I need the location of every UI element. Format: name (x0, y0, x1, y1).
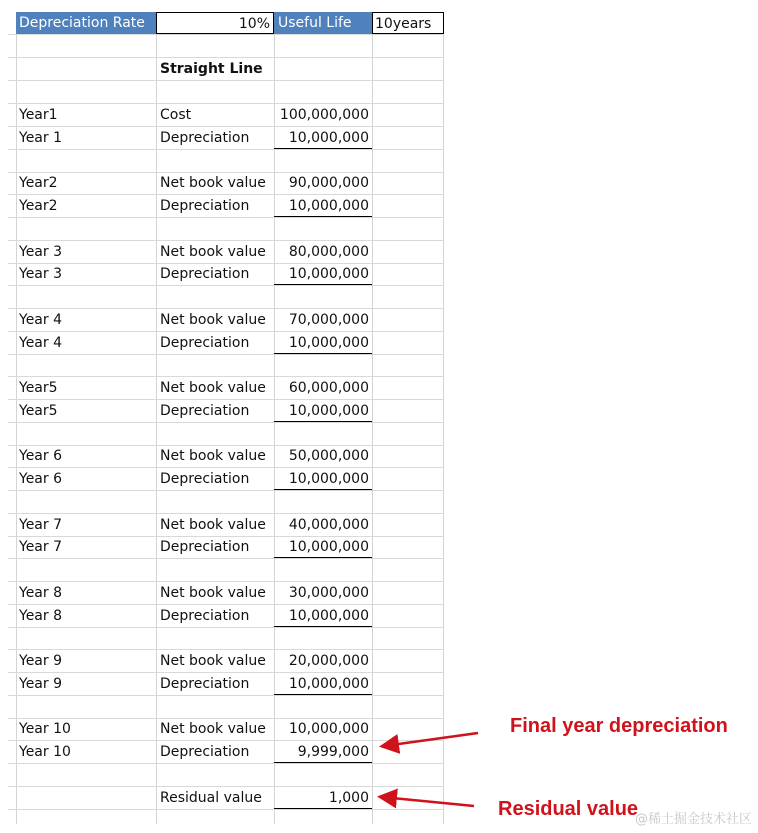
year-cell[interactable]: Year 10 (19, 721, 71, 738)
year-cell[interactable]: Year1 (19, 107, 58, 123)
empty-cell[interactable] (372, 491, 444, 513)
year-cell[interactable]: Year 8 (19, 607, 62, 624)
amount-cell[interactable]: 50,000,000 (288, 448, 369, 465)
depreciation-rate-value[interactable]: 10% (156, 12, 274, 34)
table-row (8, 650, 444, 673)
amount-cell[interactable] (274, 491, 372, 513)
empty-cell[interactable] (372, 468, 444, 490)
table-row (8, 514, 444, 537)
empty-cell[interactable] (372, 354, 444, 376)
label-cell[interactable]: Depreciation (160, 266, 250, 283)
year-cell[interactable]: Year 4 (19, 311, 62, 328)
table-row (8, 741, 444, 764)
year-cell[interactable] (16, 491, 162, 513)
label-cell[interactable]: Net book value (160, 448, 266, 465)
amount-cell[interactable]: 10,000,000 (274, 263, 372, 285)
amount-cell[interactable] (274, 286, 372, 308)
blank-row (8, 35, 444, 58)
year-cell[interactable] (16, 218, 162, 240)
year-cell[interactable]: Year 7 (19, 516, 62, 533)
year-cell[interactable] (16, 787, 162, 809)
label-cell[interactable] (156, 423, 274, 445)
table-row (8, 536, 444, 559)
year-cell[interactable]: Year 9 (19, 653, 62, 669)
table-row (8, 172, 444, 195)
year-cell[interactable] (16, 354, 162, 376)
empty-cell[interactable] (372, 650, 444, 672)
year-cell[interactable]: Year 3 (19, 243, 62, 260)
year-cell[interactable] (16, 423, 162, 445)
amount-cell[interactable]: 30,000,000 (288, 584, 369, 601)
label-cell[interactable]: Net book value (160, 516, 266, 533)
empty-cell[interactable] (372, 150, 444, 172)
amount-cell[interactable]: 10,000,000 (274, 195, 372, 217)
table-row (8, 377, 444, 400)
blank-row (8, 354, 444, 377)
useful-life-value[interactable]: 10years (372, 12, 444, 34)
label-cell[interactable]: Net book value (160, 175, 266, 192)
empty-cell[interactable] (372, 263, 444, 285)
empty-cell[interactable] (372, 218, 444, 240)
section-title[interactable]: Straight Line (160, 61, 263, 77)
label-cell[interactable] (156, 491, 274, 513)
label-cell[interactable]: Net book value (160, 584, 266, 601)
label-cell[interactable] (156, 764, 274, 786)
year-cell[interactable]: Year5 (19, 380, 58, 396)
table-row (8, 104, 444, 127)
empty-cell[interactable] (372, 172, 444, 194)
blank-row (8, 559, 444, 582)
amount-cell[interactable]: 10,000,000 (274, 332, 372, 354)
year-cell[interactable]: Year 6 (19, 471, 62, 487)
label-cell[interactable] (156, 696, 274, 718)
amount-cell[interactable] (274, 559, 372, 581)
year-cell[interactable]: Year 1 (19, 129, 62, 146)
year-cell[interactable]: Year 8 (19, 584, 62, 601)
amount-cell[interactable] (274, 354, 372, 376)
year-cell[interactable]: Year2 (19, 198, 58, 214)
blank-row (8, 81, 444, 104)
table-row (8, 468, 444, 491)
label-cell[interactable]: Depreciation (160, 675, 250, 692)
year-cell[interactable] (16, 559, 162, 581)
residual-value-note: Residual value (498, 798, 639, 820)
year-cell[interactable]: Year 6 (19, 448, 62, 465)
table-row (8, 241, 444, 264)
year-cell[interactable] (16, 764, 162, 786)
label-cell[interactable]: Depreciation (160, 334, 250, 351)
label-cell[interactable]: Net book value (160, 721, 266, 738)
table-row (8, 582, 444, 605)
amount-cell[interactable]: 10,000,000 (274, 400, 372, 422)
label-cell[interactable] (156, 354, 274, 376)
amount-cell[interactable]: 20,000,000 (288, 653, 369, 669)
year-cell[interactable]: Year 4 (19, 334, 62, 351)
table-row (8, 787, 444, 810)
amount-cell[interactable] (274, 627, 372, 649)
year-cell[interactable]: Year 9 (19, 675, 62, 692)
amount-cell[interactable]: 1,000 (274, 787, 372, 809)
final-year-depreciation-note: Final year depreciation (510, 715, 728, 737)
label-cell[interactable]: Net book value (160, 243, 266, 260)
section-title-row (8, 58, 444, 81)
table-row (8, 332, 444, 355)
useful-life-label[interactable]: Useful Life (274, 12, 372, 34)
empty-cell[interactable] (372, 400, 444, 422)
label-cell[interactable]: Net book value (160, 653, 266, 669)
amount-cell[interactable]: 9,999,000 (274, 741, 372, 763)
header-row (8, 12, 444, 35)
amount-cell[interactable] (274, 764, 372, 786)
year-cell[interactable]: Year5 (19, 402, 58, 419)
label-cell[interactable]: Depreciation (160, 471, 250, 487)
label-cell[interactable] (156, 627, 274, 649)
amount-cell[interactable] (274, 150, 372, 172)
blank-row (8, 218, 444, 241)
label-cell[interactable]: Net book value (160, 311, 266, 328)
empty-cell[interactable] (372, 559, 444, 581)
amount-cell[interactable]: 40,000,000 (288, 516, 369, 533)
empty-cell[interactable] (372, 309, 444, 331)
empty-cell[interactable] (372, 627, 444, 649)
year-cell[interactable] (16, 627, 162, 649)
amount-cell[interactable] (274, 423, 372, 445)
amount-cell[interactable]: 10,000,000 (274, 536, 372, 558)
spreadsheet (8, 12, 444, 824)
blank-row (8, 696, 444, 719)
year-cell[interactable] (16, 286, 162, 308)
empty-cell[interactable] (372, 536, 444, 558)
table-row (8, 445, 444, 468)
table-row (8, 195, 444, 218)
empty-cell[interactable] (372, 582, 444, 604)
label-cell[interactable]: Residual value (160, 789, 262, 806)
blank-row (8, 150, 444, 173)
amount-cell[interactable]: 10,000,000 (274, 468, 372, 490)
year-cell[interactable] (16, 696, 162, 718)
year-cell[interactable]: Year2 (19, 175, 58, 192)
empty-cell[interactable] (372, 241, 444, 263)
label-cell[interactable]: Cost (160, 107, 192, 123)
amount-cell[interactable] (274, 696, 372, 718)
empty-cell[interactable] (372, 696, 444, 718)
empty-cell[interactable] (372, 741, 444, 763)
blank-row (8, 286, 444, 309)
blank-row (8, 423, 444, 446)
label-cell[interactable]: Depreciation (160, 402, 250, 419)
amount-cell[interactable]: 10,000,000 (274, 127, 372, 149)
year-cell[interactable]: Year 10 (19, 744, 71, 760)
amount-cell[interactable]: 60,000,000 (288, 380, 369, 396)
empty-cell[interactable] (372, 127, 444, 149)
blank-row (8, 627, 444, 650)
table-row (8, 309, 444, 332)
empty-cell[interactable] (372, 787, 444, 809)
amount-cell[interactable]: 90,000,000 (288, 175, 369, 192)
label-cell[interactable] (156, 559, 274, 581)
empty-cell[interactable] (372, 445, 444, 467)
table-row (8, 400, 444, 423)
label-cell[interactable]: Depreciation (160, 129, 250, 146)
amount-cell[interactable] (274, 218, 372, 240)
amount-cell[interactable]: 100,000,000 (279, 107, 369, 123)
empty-cell[interactable] (372, 332, 444, 354)
blank-row (8, 764, 444, 787)
year-cell[interactable]: Year 7 (19, 539, 62, 556)
label-cell[interactable] (156, 286, 274, 308)
empty-cell[interactable] (372, 423, 444, 445)
amount-cell[interactable]: 10,000,000 (274, 605, 372, 627)
watermark: @稀土掘金技术社区 (634, 812, 752, 827)
empty-cell[interactable] (372, 104, 444, 126)
blank-row (8, 491, 444, 514)
label-cell[interactable]: Depreciation (160, 744, 250, 760)
amount-cell[interactable]: 70,000,000 (288, 311, 369, 328)
table-row (8, 673, 444, 696)
table-row (8, 127, 444, 150)
label-cell[interactable] (156, 218, 274, 240)
label-cell[interactable]: Depreciation (160, 539, 250, 556)
empty-cell[interactable] (372, 605, 444, 627)
depreciation-rate-label[interactable]: Depreciation Rate (16, 12, 162, 34)
empty-cell[interactable] (372, 286, 444, 308)
table-row (8, 605, 444, 628)
amount-cell[interactable]: 10,000,000 (274, 673, 372, 695)
amount-cell[interactable]: 80,000,000 (288, 243, 369, 260)
table-row (8, 263, 444, 286)
year-cell[interactable] (16, 150, 162, 172)
label-cell[interactable]: Depreciation (160, 607, 250, 624)
empty-cell[interactable] (372, 377, 444, 399)
label-cell[interactable]: Depreciation (160, 198, 250, 214)
table-row (8, 718, 444, 741)
empty-cell[interactable] (372, 195, 444, 217)
year-cell[interactable]: Year 3 (19, 266, 62, 283)
empty-cell[interactable] (372, 673, 444, 695)
label-cell[interactable]: Net book value (160, 380, 266, 396)
label-cell[interactable] (156, 150, 274, 172)
empty-cell[interactable] (372, 514, 444, 536)
amount-cell[interactable]: 10,000,000 (288, 721, 369, 738)
empty-cell[interactable] (372, 764, 444, 786)
empty-cell[interactable] (372, 718, 444, 740)
